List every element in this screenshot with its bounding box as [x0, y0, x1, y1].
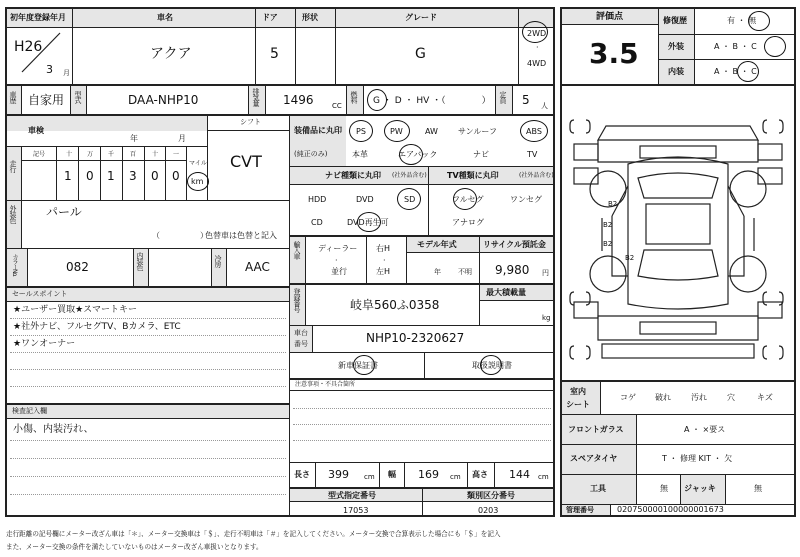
shift-value: CVT — [230, 152, 262, 171]
manual-label: 取扱説明書 — [472, 361, 512, 370]
equipment-abs-circle — [520, 120, 548, 142]
tv-item: フルセグ — [452, 195, 484, 204]
import-left: 左H — [376, 267, 391, 276]
glass-value: A ・ ×要ス — [684, 425, 726, 434]
color-paren: （ ） — [152, 231, 208, 240]
control-label: 管理番号 — [566, 506, 594, 514]
usage-value: 自家用 — [28, 93, 65, 107]
drive-2wd-circle — [522, 21, 548, 43]
damage-mark: B2 — [603, 240, 613, 248]
length-label: 長さ — [294, 470, 310, 479]
width-unit: cm — [450, 473, 461, 481]
equipment-item: PW — [390, 127, 403, 136]
equipment-item: 本革 — [352, 150, 368, 159]
tv-title: TV種類に丸印 — [447, 171, 499, 180]
inspection-month: 月 — [178, 134, 186, 143]
type-designation-value: 17053 — [343, 506, 369, 515]
equipment-airbag-circle — [399, 144, 423, 165]
equipment-item: AW — [425, 127, 438, 136]
model-year-year: 年 — [434, 268, 441, 276]
capacity-unit: 人 — [541, 102, 548, 110]
ac-value: AAC — [245, 260, 270, 274]
interior-b-circle — [737, 61, 759, 82]
registration-value: 岐阜560ふ0358 — [350, 298, 440, 312]
mileage-unit-mile: マイル — [189, 160, 207, 167]
drive-2wd: 2WD — [527, 29, 547, 38]
exterior-value: A ・ B ・ C — [714, 42, 757, 51]
seat-item: 破れ — [655, 393, 671, 402]
seat-label-1: 室内 — [570, 387, 586, 396]
jack-label: ジャッキ — [684, 484, 716, 493]
width-label: 幅 — [388, 470, 396, 479]
control-value: 020750000100000001673 — [617, 505, 724, 514]
import-right: 右H — [376, 244, 391, 253]
notes-label: 注意事項・不具合箇所 — [295, 381, 356, 388]
import-parallel: 並行 — [331, 267, 347, 276]
damage-mark: B2 — [625, 254, 635, 262]
doors-value: 5 — [270, 46, 279, 62]
warranty-circle — [353, 355, 375, 375]
equipment-pw-circle — [384, 120, 410, 142]
recycle-label: リサイクル預託金 — [483, 240, 546, 249]
seat-item: 汚れ — [691, 393, 707, 402]
interior-label: 内装 — [668, 67, 684, 76]
mileage-digit: 0 — [151, 169, 159, 183]
tv-fullseg-circle — [453, 188, 477, 210]
car-name-value: アクア — [150, 46, 192, 62]
equipment-item: ABS — [526, 127, 542, 136]
damage-mark: B2 — [608, 200, 618, 208]
interior-color-label: 内装色 — [136, 252, 144, 270]
inspector-text: 小傷、内装汚れ、 — [13, 424, 94, 435]
drive-4wd: 4WD — [527, 59, 547, 68]
damage-mark: B2 — [603, 221, 613, 229]
cc-label: 排気量 — [252, 88, 260, 106]
first-reg-label: 初年度登録年月 — [10, 13, 66, 22]
recycle-value: 9,980 — [495, 263, 530, 277]
color-no-value: 082 — [66, 260, 89, 274]
type-designation-label: 型式指定番号 — [328, 491, 376, 500]
mileage-col-1: 十 — [66, 151, 73, 158]
equipment-subtitle: (純正のみ) — [294, 150, 328, 158]
inspector-label: 検査記入欄 — [12, 407, 47, 415]
navi-item: DVD再生可 — [347, 218, 389, 227]
tv-item: アナログ — [452, 218, 484, 227]
import-sep: · — [383, 256, 386, 265]
ac-label: 冷房 — [214, 255, 222, 267]
tv-item: ワンセグ — [510, 195, 542, 204]
chassis-label-2: 番号 — [294, 340, 308, 348]
shift-label: シフト — [240, 118, 261, 126]
max-load-unit: kg — [542, 314, 551, 322]
model-year-label: モデル年式 — [417, 240, 457, 249]
mileage-digit: 3 — [129, 169, 137, 183]
width-value: 169 — [418, 468, 439, 481]
spare-label: スペアタイヤ — [570, 454, 618, 463]
cc-value: 1496 — [283, 93, 314, 107]
spare-value: T ・ 修理 KIT ・ 欠 — [662, 454, 733, 463]
car-name-label: 車名 — [157, 13, 173, 22]
usage-label: 車歴 — [9, 91, 17, 103]
model-label: 型式 — [74, 91, 82, 103]
chassis-value: NHP10-2320627 — [366, 331, 465, 345]
mileage-col-5: 十 — [152, 151, 159, 158]
mileage-unit-km: km — [191, 177, 204, 186]
seat-item: キズ — [757, 393, 773, 402]
equipment-item: サンルーフ — [458, 127, 497, 136]
navi-title: ナビ種類に丸印 — [325, 171, 381, 180]
navi-item: SD — [404, 195, 416, 204]
equipment-title: 装備品に丸印 — [294, 126, 342, 135]
selling-line: ★社外ナビ、フルセグTV、Bカメラ、ETC — [13, 322, 181, 332]
color-label: 外装色 — [9, 205, 17, 223]
navi-item: CD — [311, 218, 323, 227]
jack-value: 無 — [754, 484, 762, 493]
mileage-col-2: 万 — [87, 151, 94, 158]
tools-value: 無 — [660, 484, 668, 493]
navi-sd-circle — [397, 188, 421, 210]
selling-line: ★ワンオーナー — [13, 339, 76, 349]
color-note: 色替車は色替と記入 — [205, 231, 277, 240]
mileage-digit: 0 — [172, 169, 180, 183]
fuel-label: 燃料 — [350, 91, 358, 103]
category-number-value: 0203 — [478, 506, 499, 515]
length-value: 399 — [328, 468, 349, 481]
equipment-item: ナビ — [473, 150, 489, 159]
import-sep: · — [335, 256, 338, 265]
equipment-ps-circle — [349, 120, 373, 142]
month-unit: 月 — [63, 69, 70, 77]
score-label: 評価点 — [596, 12, 624, 22]
equipment-item: PS — [356, 127, 366, 136]
repair-value: 有 ・ 無 — [727, 16, 757, 25]
cc-unit: CC — [332, 102, 342, 110]
category-number-label: 類別区分番号 — [467, 491, 515, 500]
era-value: H26 — [14, 39, 43, 55]
shape-label: 形状 — [302, 13, 318, 22]
mileage-col-6: 一 — [173, 151, 180, 158]
registration-label: 登録番号 — [293, 288, 301, 312]
navi-item: HDD — [308, 195, 327, 204]
drive-sep: · — [536, 43, 539, 52]
car-diagram — [562, 86, 794, 380]
warranty-label: 新車保証書 — [338, 361, 378, 370]
navi-dvd-circle — [357, 212, 381, 232]
mileage-digit: 0 — [86, 169, 94, 183]
grade-value: G — [415, 46, 426, 62]
inspection-label: 車検 — [28, 126, 44, 135]
footnote-line-2: また、メーター交換の条件を満たしていないものはメーター改ざん車扱いとなります。 — [6, 543, 263, 551]
model-year-unknown: 不明 — [458, 268, 472, 276]
repair-none-circle — [748, 11, 770, 31]
import-dealer: ディーラー — [318, 244, 358, 253]
interior-value: A ・ B ・ C — [714, 67, 757, 76]
repair-label: 修復歴 — [663, 16, 687, 25]
color-no-label: カラーNo. — [11, 254, 18, 276]
equipment-item: TV — [527, 150, 538, 159]
chassis-label-1: 車台 — [294, 329, 308, 337]
height-unit: cm — [538, 473, 549, 481]
fuel-value: G ・ D ・ HV ・（ ） — [373, 96, 491, 106]
tools-label: 工具 — [590, 484, 606, 493]
mileage-km-circle — [187, 172, 209, 191]
door-label: ドア — [262, 13, 278, 22]
footnote-line-1: 走行距離の記号欄にメーター改ざん車は「＊」、メーター交換車は「＄」、走行不明車は「＃」を記入してください。メーター交換で合算表示した場合にも「＄」を記入 — [6, 530, 501, 538]
selling-line: ★ユーザー買取★スマートキー — [13, 305, 137, 315]
mileage-col-4: 百 — [130, 151, 137, 158]
color-value: パール — [46, 205, 82, 219]
inspection-year: 年 — [130, 134, 138, 143]
length-unit: cm — [364, 473, 375, 481]
score-value: 3.5 — [589, 37, 639, 70]
mileage-col-0: 記号 — [33, 151, 46, 158]
navi-title-note: (社外品含む) — [392, 172, 427, 179]
mileage-label: 走行 — [9, 160, 17, 172]
fuel-g-circle — [367, 89, 387, 111]
height-label: 高さ — [472, 470, 488, 479]
mileage-col-3: 千 — [108, 151, 115, 158]
height-value: 144 — [509, 468, 530, 481]
seat-item: 穴 — [727, 393, 735, 402]
exterior-label: 外装 — [668, 42, 684, 51]
month-value: 3 — [46, 63, 53, 76]
model-value: DAA-NHP10 — [128, 93, 199, 107]
glass-label: フロントガラス — [568, 425, 624, 434]
import-label: 輸入車 — [293, 241, 301, 259]
seat-label-2: シート — [566, 400, 590, 409]
max-load-label: 最大積載量 — [486, 288, 526, 297]
exterior-c-circle — [764, 36, 786, 57]
grade-label: グレード — [405, 13, 437, 22]
recycle-unit: 円 — [542, 269, 549, 277]
mileage-digit: 1 — [107, 169, 115, 183]
navi-item: DVD — [356, 195, 374, 204]
capacity-value: 5 — [522, 93, 530, 107]
capacity-label: 定員 — [499, 91, 507, 103]
equipment-item: エアバック — [398, 150, 438, 159]
mileage-digit: 1 — [64, 169, 72, 183]
seat-item: コゲ — [620, 393, 636, 402]
tv-title-note: (社外品含む) — [519, 172, 554, 179]
selling-label: セールスポイント — [12, 290, 68, 298]
manual-circle — [480, 355, 502, 375]
